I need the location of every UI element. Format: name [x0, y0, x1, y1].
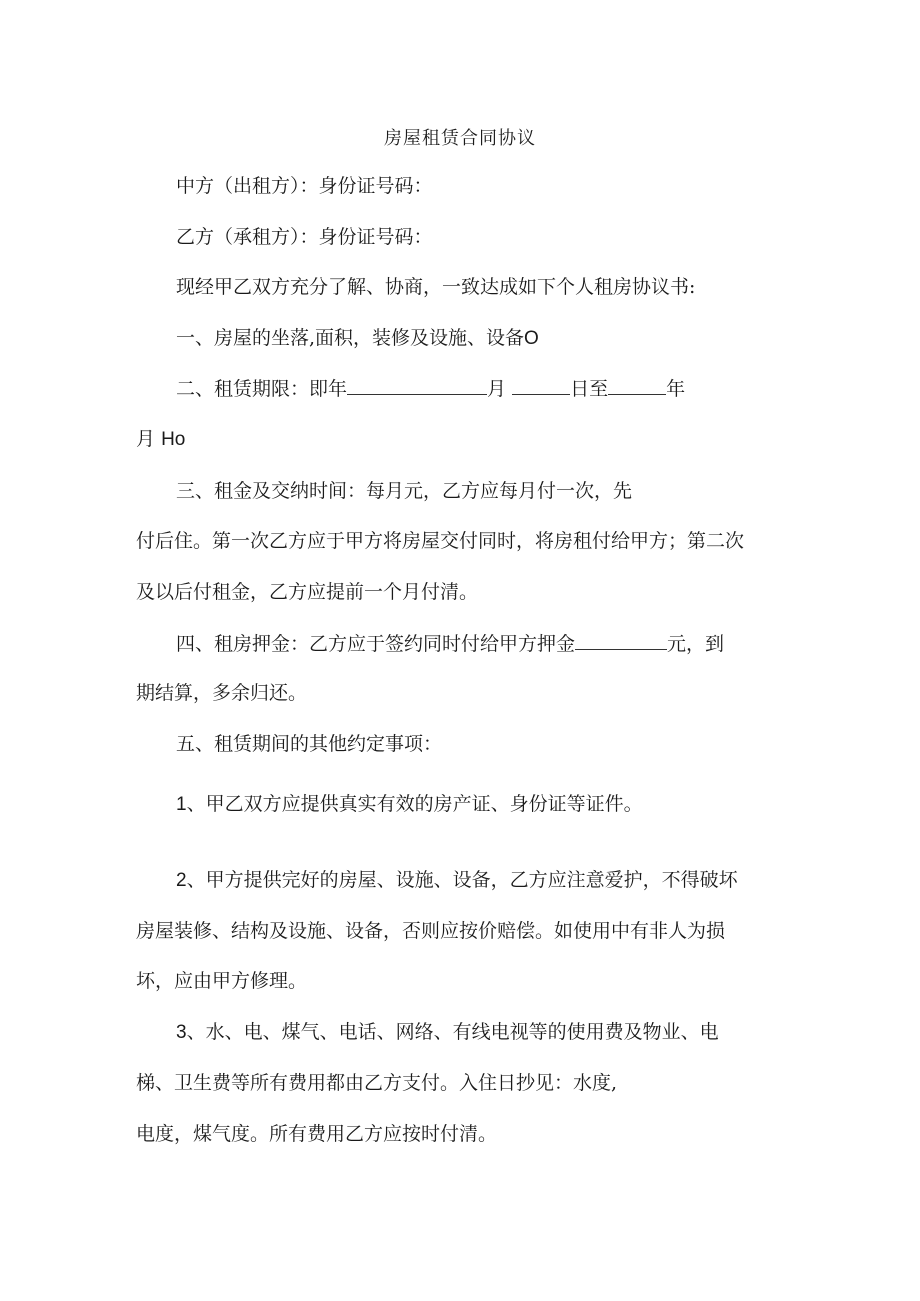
item-3-line-3: 电度，煤气度。所有费用乙方应按时付清。 [136, 1123, 498, 1145]
item-3-line-1 [176, 1020, 719, 1045]
clause-4-blank [575, 631, 667, 650]
item-1-text: 、甲乙双方应提供真实有效的房产证、身份证等证件。 [186, 793, 643, 815]
clause-2-line-1 [176, 376, 685, 401]
clause-5-heading: 五、租赁期间的其他约定事项： [176, 733, 443, 755]
clause-4-part-2: 元，到 [667, 633, 725, 655]
clause-2-part-2: 月 [487, 378, 507, 400]
item-1-number: 1 [176, 794, 187, 815]
party-b-line: 乙方（承租方）：身份证号码： [176, 226, 433, 248]
clause-2-part-1: 二、租赁期限：即年 [176, 378, 348, 400]
clause-2-part-3: 日至 [570, 378, 609, 400]
item-3-line-2: 梯、卫生费等所有费用都由乙方支付。入住日抄见：水度, [136, 1072, 618, 1094]
clause-2-blank-2 [512, 376, 570, 395]
clause-2-line-2 [136, 427, 185, 452]
item-2-line-1 [176, 868, 738, 893]
item-3-number: 3 [176, 1022, 187, 1043]
item-2-number: 2 [176, 870, 187, 891]
clause-3-line-2: 付后住。第一次乙方应于甲方将房屋交付同时，将房租付给甲方；第二次 [136, 530, 745, 552]
intro-line: 现经甲乙双方充分了解、协商，一致达成如下个人租房协议书: [176, 276, 696, 298]
clause-4-part-1: 四、租房押金：乙方应于签约同时付给甲方押金 [176, 633, 576, 655]
item-1 [176, 792, 643, 817]
document-title: 房屋租赁合同协议 [384, 128, 536, 149]
item-2-line-3: 坏，应由甲方修理。 [136, 970, 308, 992]
item-2-line-1-text: 、甲方提供完好的房屋、设施、设备，乙方应注意爱护，不得破坏 [186, 869, 738, 891]
clause-1-text: 一、房屋的坐落,面积，装修及设施、设备 [176, 327, 525, 349]
clause-2-blank-3 [608, 376, 666, 395]
clause-2-line-2-text: 月 [136, 428, 156, 450]
party-a-line: 中方（出租方）：身份证号码： [176, 175, 433, 197]
clause-1-tail: O [524, 328, 539, 349]
clause-3-line-3: 及以后付租金，乙方应提前一个月付清。 [136, 581, 479, 603]
clause-4-line-2: 期结算，多余归还。 [136, 682, 308, 704]
clause-3-line-1: 三、租金及交纳时间：每月元，乙方应每月付一次，先 [176, 480, 633, 502]
clause-2-blank-1 [347, 376, 487, 395]
item-3-line-1-text: 、水、电、煤气、电话、网络、有线电视等的使用费及物业、电 [186, 1021, 719, 1043]
clause-4-line-1 [176, 631, 724, 656]
clause-2-line-2-tail: Ho [161, 429, 186, 450]
item-2-line-2: 房屋装修、结构及设施、设备，否则应按价赔偿。如使用中有非人为损 [136, 920, 726, 942]
clause-2-part-4: 年 [666, 378, 686, 400]
clause-1 [176, 326, 539, 351]
